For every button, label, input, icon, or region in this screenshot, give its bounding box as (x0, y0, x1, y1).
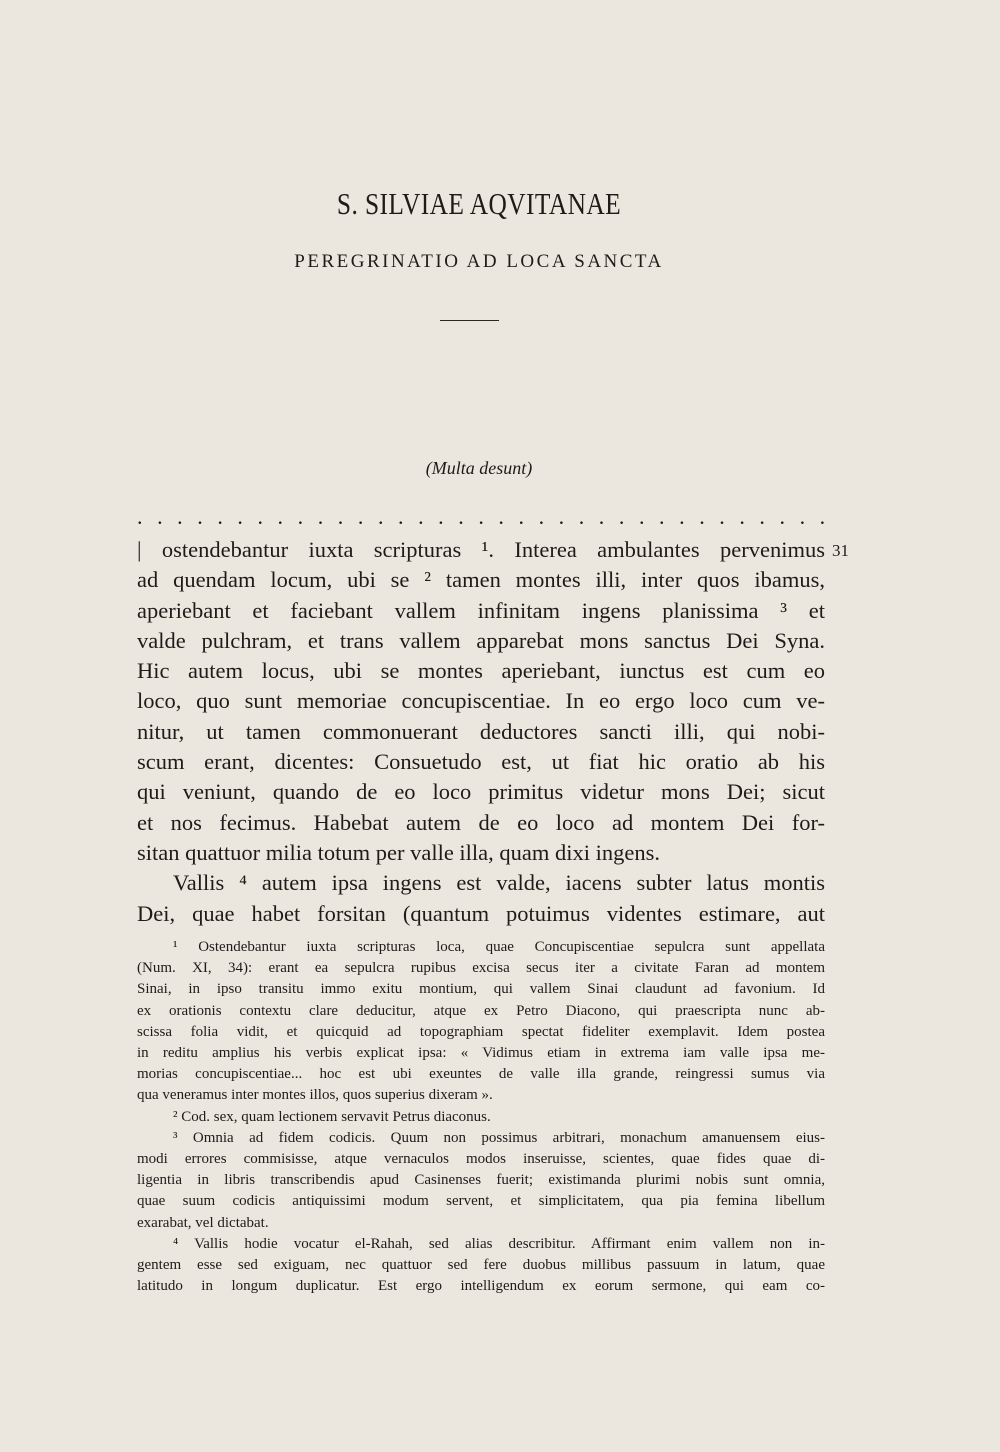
lacuna-dot: . (197, 504, 203, 529)
footnote-line: latitudo in longum duplicatur. Est ergo intelligendum ex eorum sermone, qui eam co- (137, 1278, 825, 1295)
main-text (137, 535, 825, 929)
lacuna-dot: . (819, 504, 826, 529)
lacuna-dot: . (317, 504, 324, 529)
lacuna-dot: . (779, 504, 785, 529)
footnote-line: morias concupiscentiae... hoc est ubi exeuntes de valle illa grande, reingressi sumus via (137, 1066, 825, 1083)
body-line: qui veniunt, quando de eo loco primitus videtur mons Dei; sicut (137, 779, 825, 805)
lacuna-note: (Multa desunt) (425, 458, 533, 478)
footnote-line: gentem esse sed exiguam, nec quattuor sed fere duobus millibus passuum in latum, quae (137, 1257, 825, 1274)
title-rule (440, 320, 499, 321)
lacuna-dot: . (418, 504, 424, 529)
footnote-line: exarabat, vel dictabat. (137, 1214, 269, 1231)
lacuna-dot: . (618, 504, 625, 529)
body-line: Hic autem locus, ubi se montes aperiebant, iunctus est cum eo (137, 658, 825, 684)
body-line: Vallis ⁴ autem ipsa ingens est valde, iacens subter latus montis (173, 870, 825, 896)
lacuna-dot: . (699, 504, 705, 529)
footnote-line: quae suum codicis antiquissimi modum servent, et simplicitatem, qua pia femina libellum (137, 1193, 825, 1210)
lacuna-dot: . (659, 504, 665, 529)
lacuna-dot: . (398, 504, 404, 529)
lacuna-dot: . (217, 504, 223, 529)
lacuna-dot: . (759, 504, 765, 529)
footnote-line: scissa folia vidit, et quicquid ad topographiam spectat fideliter exemplavit. Idem postea (137, 1023, 825, 1040)
margin-page-number: 31 (832, 541, 849, 560)
lacuna-dot: . (598, 504, 605, 529)
lacuna-dot: . (638, 504, 645, 529)
body-line: aperiebant et faciebant vallem infinitam ingens planissima ³ et (137, 597, 825, 623)
page-subtitle: PEREGRINATIO AD LOCA SANCTA (294, 251, 664, 272)
lacuna-dot: . (357, 504, 364, 529)
lacuna-dot: . (438, 504, 444, 529)
lacuna-dot: . (719, 504, 725, 529)
lacuna-dot: . (679, 504, 685, 529)
lacuna-dot: . (377, 504, 384, 529)
lacuna-dot: . (799, 504, 806, 529)
footnote-line: (Num. XI, 34): erant ea sepulcra rupibus excisa secus iter a civitate Faran ad montem (137, 960, 825, 977)
lacuna-dot: . (337, 504, 344, 529)
footnote-line: ex orationis contextu clare deducitur, atque ex Petro Diacono, qui praescripta nunc ab- (137, 1002, 825, 1019)
body-line: scum erant, dicentes: Consuetudo est, ut fiat hic oratio ab his (137, 749, 825, 775)
footnote-line: Sinai, in ipso transitu immo exitu montium, qui vallem Sinai claudunt ad favonium. Id (137, 981, 825, 998)
body-line: valde pulchram, et trans vallem apparebat mons sanctus Dei Syna. (137, 627, 825, 653)
lacuna-dots (137, 506, 825, 528)
lacuna-dot: . (498, 504, 504, 529)
body-line: sitan quattuor milia totum per valle illa, quam dixi ingens. (137, 839, 661, 865)
lacuna-dot: . (177, 504, 183, 529)
body-line: Dei, quae habet forsitan (quantum potuimus videntes estimare, aut (137, 900, 825, 926)
footnotes (137, 937, 825, 1297)
body-line: | ostendebantur iuxta scripturas ¹. Interea ambulantes pervenimus (137, 537, 825, 562)
footnote-line: ² Cod. sex, quam lectionem servavit Petrus diaconus. (173, 1108, 491, 1125)
lacuna-dot: . (137, 504, 143, 529)
page-title: S. SILVIAE AQVITANAE (336, 186, 622, 221)
lacuna-dot: . (518, 504, 524, 529)
footnote-line: ligentia in libris transcribendis apud Casinenses fuerit; existimanda plurimi nobis sunt omnia, (137, 1172, 825, 1189)
lacuna-dot: . (558, 504, 565, 529)
lacuna-dot: . (578, 504, 585, 529)
lacuna-dot: . (237, 504, 243, 529)
lacuna-dot: . (257, 504, 263, 529)
body-line: ad quendam locum, ubi se ² tamen montes illi, inter quos ibamus, (137, 567, 825, 593)
footnote-line: ⁴ Vallis hodie vocatur el-Rahah, sed alias describitur. Affirmant enim vallem non in- (173, 1235, 825, 1252)
lacuna-dot: . (297, 504, 304, 529)
lacuna-dot: . (277, 504, 284, 529)
body-line: loco, quo sunt memoriae concupiscentiae. In eo ergo loco cum ve- (137, 688, 825, 714)
footnote-line: modi errores commisisse, atque vernaculos modos inseruisse, scientes, quae fides quae di- (137, 1151, 825, 1168)
footnote-line: in reditu amplius his verbis explicat ipsa: « Vidimus etiam in extrema iam valle ipsa me- (137, 1045, 825, 1062)
lacuna-dot: . (458, 504, 464, 529)
lacuna-dot: . (157, 504, 163, 529)
body-line: nitur, ut tamen commonuerant deductores sancti illi, qui nobi- (137, 718, 825, 744)
body-line: et nos fecimus. Habebat autem de eo loco ad montem Dei for- (137, 809, 825, 835)
footnote-line: ¹ Ostendebantur iuxta scripturas loca, quae Concupiscentiae sepulcra sunt appellata (173, 939, 825, 955)
lacuna-dot: . (478, 504, 484, 529)
lacuna-dot: . (739, 504, 745, 529)
footnote-line: qua veneramus inter montes illos, quos superius dixeram ». (137, 1087, 493, 1104)
lacuna-dot: . (538, 504, 545, 529)
footnote-line: ³ Omnia ad fidem codicis. Quum non possimus arbitrari, monachum amanuensem eius- (173, 1129, 825, 1146)
